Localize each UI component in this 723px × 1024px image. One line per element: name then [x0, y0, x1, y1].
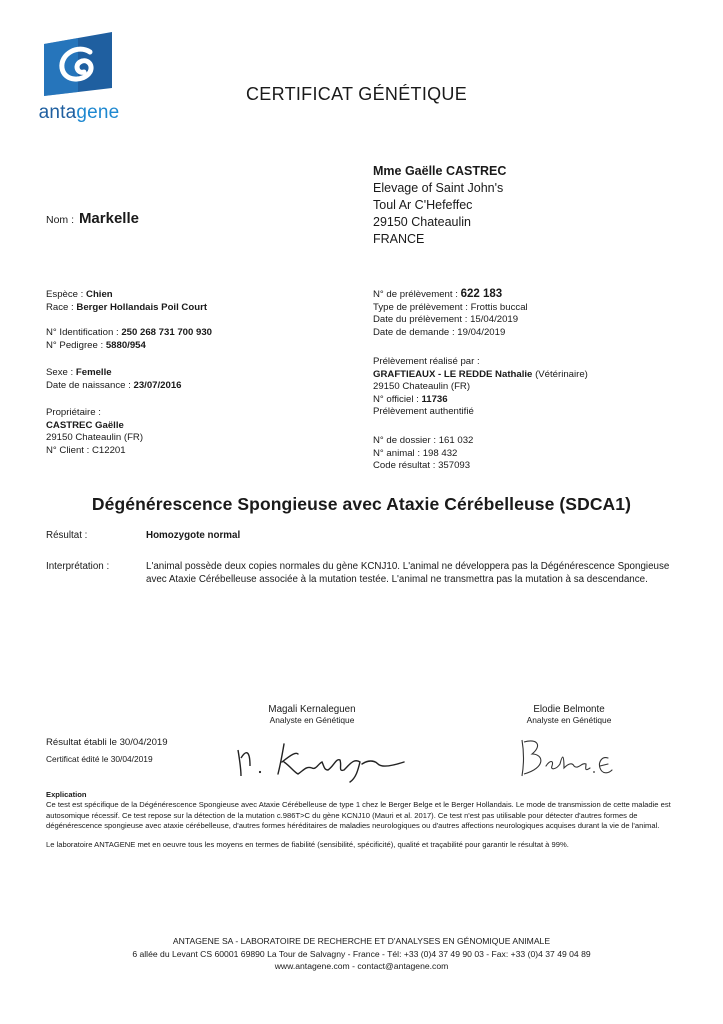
antagene-wordmark: [38, 102, 120, 124]
footer-line-1: ANTAGENE SA - LABORATOIRE DE RECHERCHE ET D'ANALYSES EN GÉNOMIQUE ANIMALE: [172, 936, 551, 946]
footer-line-3: www.antagene.com - contact@antagene.com: [274, 961, 449, 972]
sample-details-1: [373, 288, 528, 339]
officiel-label: N° officiel :: [373, 393, 419, 405]
vet-name: GRAFTIEAUX - LE REDDE Nathalie: [373, 368, 533, 380]
sexe-value: Femelle: [75, 367, 112, 378]
proprietaire-block: [46, 407, 143, 457]
race-label: Race :: [46, 301, 74, 313]
animal-details-3: [46, 367, 182, 392]
authentique-text: Prélèvement authentifié: [373, 406, 474, 418]
explication-heading: Explication: [46, 790, 87, 799]
proprietaire-city: 29150 Chateaulin (FR): [46, 432, 144, 444]
wordmark-prefix: anta: [38, 102, 77, 123]
explication-para-2: Le laboratoire ANTAGENE met en oeuvre tous les moyens en termes de fiabilité (sensibilité, spécificité), qualité et traçabilité pour garantir le résultat à 99%.: [46, 839, 569, 849]
owner-line-1: Elevage of Saint John's: [373, 181, 504, 195]
nom-value: Markelle: [78, 210, 139, 227]
type-label: Type de prélèvement :: [373, 301, 468, 313]
date-dem-value: 19/04/2019: [457, 326, 506, 338]
pedigree-label: N° Pedigree :: [46, 339, 104, 351]
owner-name: Mme Gaëlle CASTREC: [373, 164, 507, 178]
owner-line-4: FRANCE: [373, 232, 425, 246]
prelevement-label: N° de prélèvement :: [373, 289, 458, 300]
wordmark-suffix: gene: [76, 102, 120, 123]
animal-num-label: N° animal :: [373, 447, 421, 459]
date-dem-label: Date de demande :: [373, 326, 455, 338]
page-footer: [0, 935, 723, 973]
date-etabli: Résultat établi le 30/04/2019: [46, 737, 168, 748]
type-value: Frottis buccal: [470, 301, 528, 313]
test-title: Dégénérescence Spongieuse avec Ataxie Cérébelleuse (SDCA1): [91, 494, 632, 514]
resultat-label: Résultat :: [46, 530, 88, 541]
date-edite: Certificat édité le 30/04/2019: [46, 754, 153, 764]
pedigree-value: 5880/954: [105, 339, 146, 351]
animal-num-value: 198 432: [422, 447, 458, 459]
vet-role: (Vétérinaire): [535, 368, 588, 380]
date-prel-label: Date du prélèvement :: [373, 314, 468, 326]
interpretation-text: L'animal possède deux copies normales du gène KCNJ10. L'animal ne développera pas la Dégénérescence Spongieuse avec Ataxie Cérébelleuse associée à la mutation testée. L'animal ne transmettra pas la mutation à sa descendance.: [146, 561, 670, 585]
signature-right-block: [506, 704, 632, 725]
signature-right-name: Elodie Belmonte: [533, 704, 605, 715]
naissance-label: Date de naissance :: [46, 379, 131, 391]
naissance-value: 23/07/2016: [133, 379, 182, 391]
signature-left-role: Analyste en Génétique: [269, 715, 355, 725]
animal-details-2: [46, 327, 212, 352]
footer-line-2: 6 allée du Levant CS 60001 69890 La Tour de Salvagny - France - Tél: +33 (0)4 37 49 90 03 - Fax: +33 (0)4 37 49 04 89: [132, 948, 591, 959]
proprietaire-label: Propriétaire :: [46, 407, 101, 418]
animal-name-row: [46, 210, 139, 227]
owner-line-2: Toul Ar C'Hefeffec: [373, 198, 473, 212]
signature-left-block: [250, 704, 374, 725]
owner-line-3: 29150 Chateaulin: [373, 215, 471, 229]
sample-details-2: [373, 356, 588, 419]
resultat-value: Homozygote normal: [146, 530, 241, 541]
sample-details-3: [373, 435, 473, 473]
proprietaire-value: CASTREC Gaëlle: [46, 419, 124, 431]
signature-right-image: [512, 734, 622, 784]
signature-left-image: [232, 736, 418, 784]
espece-label: Espèce :: [46, 289, 84, 300]
date-prel-value: 15/04/2019: [470, 314, 519, 326]
explication-section: [46, 790, 686, 850]
client-value: C12201: [91, 444, 126, 456]
antagene-logo-icon: [38, 30, 118, 100]
ident-label: N° Identification :: [46, 327, 119, 338]
certificate-title: CERTIFICAT GÉNÉTIQUE: [246, 84, 468, 104]
dossier-value: 161 032: [438, 435, 474, 446]
prelevement-value: 622 183: [460, 288, 503, 300]
race-value: Berger Hollandais Poil Court: [76, 301, 208, 313]
client-label: N° Client :: [46, 444, 90, 456]
code-label: Code résultat :: [373, 460, 436, 472]
interpretation-label: Interprétation :: [46, 561, 110, 572]
code-value: 357093: [438, 460, 471, 472]
signature-left-name: Magali Kernaleguen: [268, 704, 356, 715]
owner-address: [373, 163, 506, 248]
espece-value: Chien: [86, 289, 113, 300]
sexe-label: Sexe :: [46, 367, 74, 378]
antagene-logo: [38, 30, 120, 123]
animal-details-1: [46, 289, 207, 314]
vet-city: 29150 Chateaulin (FR): [373, 381, 471, 393]
signature-right-role: Analyste en Génétique: [526, 715, 612, 725]
realise-label: Prélèvement réalisé par :: [373, 356, 480, 367]
dossier-label: N° de dossier :: [373, 435, 437, 446]
ident-value: 250 268 731 700 930: [121, 327, 213, 338]
officiel-value: 11736: [421, 393, 448, 405]
explication-para-1: Ce test est spécifique de la Dégénérescence Spongieuse avec Ataxie Cérébelleuse de type 1 chez le Berger Belge et le Berger Hollandais. Le mode de transmission de cette maladie est autosomique récessif. Ce test repose sur la détection de la mutation c.986T>C du gène KCNJ10 (Mauri et al. 2017). Ce test n'est pas utilisable pour détecter d'autres formes de dégénérescence spongieuse avec ataxie cérébelleuse, d'autres formes héréditaires de maladies neurologiques ou d'autres affections neurologiques acquises durant la vie de l'animal.: [46, 800, 671, 831]
nom-label: Nom :: [46, 214, 75, 226]
